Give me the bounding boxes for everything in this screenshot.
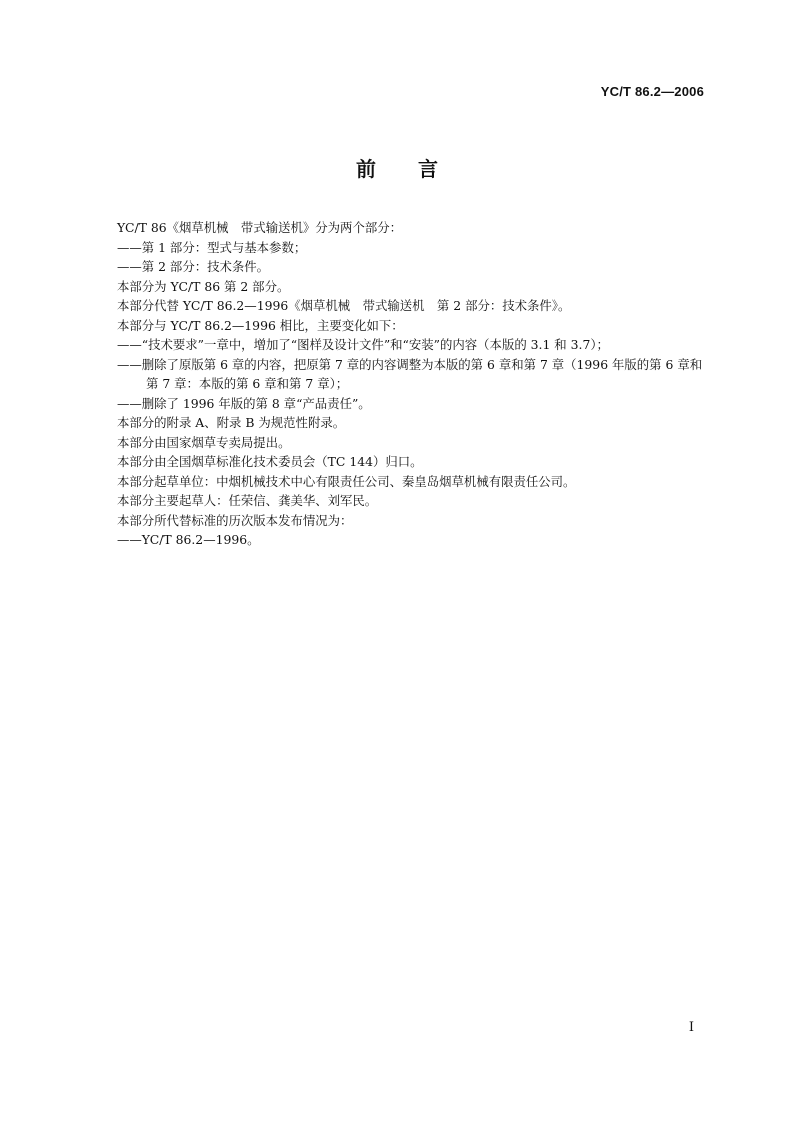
foreword-line: 本部分代替 YC/T 86.2—1996《烟草机械 带式输送机 第 2 部分：技术条件》。 <box>117 298 571 313</box>
foreword-line: 本部分由国家烟草专卖局提出。 <box>117 434 291 450</box>
foreword-body <box>117 218 707 550</box>
foreword-line: 本部分与 YC/T 86.2—1996 相比，主要变化如下： <box>117 317 404 333</box>
foreword-list-item: ——删除了原版第 6 章的内容，把原第 7 章的内容调整为本版的第 6 章和第 7 章（1996 年版的第 6 章和第 7 章：本版的第 6 章和第 7 章）； <box>117 356 703 391</box>
foreword-line: 本部分由全国烟草标准化技术委员会（TC 144）归口。 <box>117 454 423 469</box>
foreword-list-item: ——删除了 1996 年版的第 8 章“产品责任”。 <box>117 395 371 411</box>
foreword-list-item: ——第 1 部分：型式与基本参数； <box>117 239 307 255</box>
foreword-line: 本部分起草单位：中烟机械技术中心有限责任公司、秦皇岛烟草机械有限责任公司。 <box>117 473 576 489</box>
foreword-list-item: ——第 2 部分：技术条件。 <box>117 259 270 274</box>
foreword-list-item: ——“技术要求”一章中，增加了“图样及设计文件”和“安装”的内容（本版的 3.1 和 3.7）； <box>117 337 609 352</box>
foreword-list-item: ——YC/T 86.2—1996。 <box>117 532 260 547</box>
title-char-1: 前 <box>356 157 376 181</box>
foreword-line: 本部分主要起草人：任荣信、龚美华、刘军民。 <box>117 493 378 508</box>
foreword-line: 本部分为 YC/T 86 第 2 部分。 <box>117 278 290 294</box>
foreword-line: 本部分的附录 A、附录 B 为规范性附录。 <box>117 415 346 430</box>
standard-code: YC/T 86.2—2006 <box>600 84 704 99</box>
page-title <box>0 153 794 182</box>
foreword-line: YC/T 86《烟草机械 带式输送机》分为两个部分： <box>117 220 403 235</box>
page-number: I <box>688 1020 694 1035</box>
foreword-line: 本部分所代替标准的历次版本发布情况为： <box>117 512 353 528</box>
title-char-2: 言 <box>418 157 438 181</box>
